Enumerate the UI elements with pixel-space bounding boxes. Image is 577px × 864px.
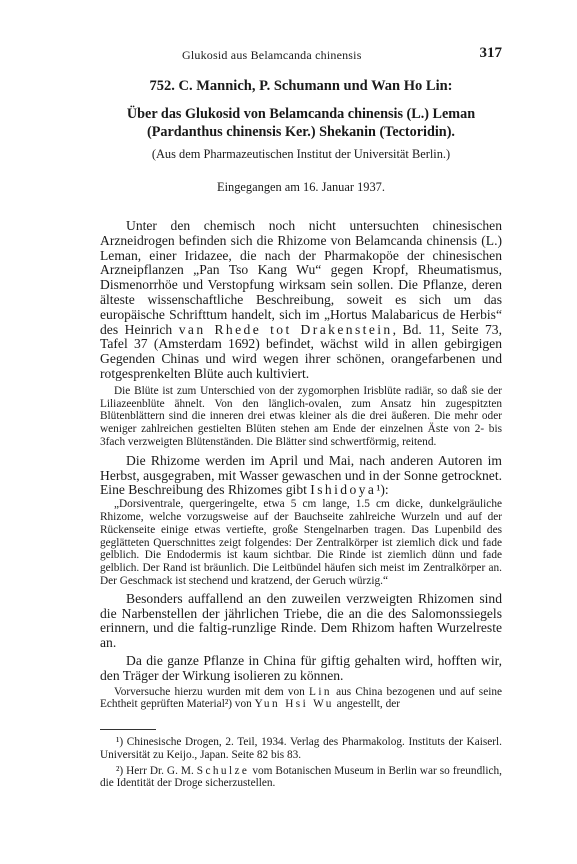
paragraph-7-text-a: Vorversuche hierzu wurden mit dem von <box>114 685 305 698</box>
footnote-2 <box>100 765 502 791</box>
running-title: Glukosid aus Belamcanda chinensis <box>182 48 362 62</box>
footnote-2-text-b: vom Botanischen Museum in Berlin war so freundlich, die Identität der Droge sicherzustellen. <box>100 764 502 790</box>
author-name-yun-hsi-wu: Yun Hsi Wu <box>254 698 334 711</box>
paragraph-5: Besonders auffallend an den zuweilen verzweigten Rhizomen sind die Narbenstellen der jährlichen Triebe, die an die des Salomonssiegels erinnern, und die faltig-runzlige Rinde. Dem Rhizom haften Wurzelreste an. <box>100 590 502 651</box>
paragraph-7-small <box>100 686 502 712</box>
article-title <box>100 105 502 141</box>
article-title-line2: (Pardanthus chinensis Ker.) Shekanin (Tectoridin). <box>147 124 455 140</box>
page-header <box>100 45 502 68</box>
footnote-divider <box>100 729 156 730</box>
quotation-rhizome-description: „Dorsiventrale, quergeringelte, etwa 5 cm lange, 1.5 cm dicke, dunkelgräuliche Rhizome, welche vorzugsweise auf der Bauchseite zahlreiche Wurzeln und auf der Rückenseite einige etwas vertiefte, große Stengelnarben tragen. Das Lupenbild des geglätteten Querschnittes zeigt folgendes: Der Zentralkörper ist ziemlich dick und fade gelblich. Die Endodermis ist kaum sichtbar. Die Rinde ist ziemlich dünn und fade gelblich. Der Rand ist bräunlich. Die Leitbündel häufen sich meist im Zentralkörper an. Der Geschmack ist stechend und kratzend, der Geruch würzig.“ <box>100 498 502 587</box>
author-name-lin: Lin <box>309 685 332 698</box>
page <box>100 45 503 790</box>
article-title-line1: Über das Glukosid von Belamcanda chinensis (L.) Leman <box>126 106 476 122</box>
article-number-authors: 752. C. Mannich, P. Schumann und Wan Ho Lin: <box>149 78 453 94</box>
paragraph-1 <box>100 219 502 382</box>
footnote-1: ¹) Chinesische Drogen, 2. Teil, 1934. Verlag des Pharmakolog. Instituts der Kaiserl. Universität zu Keijo., Japan. Seite 82 bis 83. <box>100 736 502 761</box>
paragraph-1-text: Unter den chemisch noch nicht untersuchten chinesischen Arzneidrogen befinden sich die Rhizome von Belamcanda chinensis (L.) Leman, einer Iridazee, die nach der Pharmakopöe der chinesischen Arzneipflanzen „Pan Tso Kang Wu“ gegen Kropf, Rheumatismus, Dismenorrhöe und Verstopfung wirksam sein sollen. Die Pflanze, deren älteste wissenschaftliche Beschreibung, soweit es sich um das europäische Schrifttum handelt, sich im „Hortus Malabaricus de Herbis“ des Heinrich <box>100 218 502 337</box>
author-name-spaced: van Rhede tot Drakenstein <box>178 321 393 337</box>
paragraph-2-small: Die Blüte ist zum Unterschied von der zygomorphen Irisblüte radiär, so daß sie der Liliazeenblüte ähnelt. Von den länglich-ovalen, zum Ansatz hin zugespitzten Blütenblättern sind die inneren drei etwas kleiner als die drei äußeren. Die mehr oder weniger zahlreichen gestielten Blüten stehen am Ende der einzelnen Äste von 2- bis 3fach verzweigten Blütenständen. Die Blätter sind schwertförmig, reitend. <box>100 384 502 448</box>
paragraph-3 <box>100 454 502 498</box>
paragraph-7-text-b: aus China bezogenen und auf seine Echtheit geprüften Material²) von <box>100 685 503 711</box>
author-name-ishidoya: Ishidoya <box>310 482 377 498</box>
page-number: 317 <box>479 45 502 61</box>
footnote-ref-1: ¹): <box>376 482 389 498</box>
footnote-2-name: Schulze <box>196 764 250 777</box>
footnote-2-text-a: ²) Herr Dr. G. M. <box>116 764 194 777</box>
paragraph-6: Da die ganze Pflanze in China für giftig gehalten wird, hofften wir, den Träger der Wirkung isolieren zu können. <box>100 652 502 683</box>
received-date: Eingegangen am 16. Januar 1937. <box>217 180 385 194</box>
paragraph-3-text: Die Rhizome werden im April und Mai, nach anderen Autoren im Herbst, ausgegraben, mit Wasser gewaschen und in der Sonne getrocknet. Eine Beschreibung des Rhizomes gibt <box>100 452 502 498</box>
paragraph-7-text-c: angestellt, der <box>336 698 400 711</box>
paragraph-1-end: , Bd. 11, Seite 73, Tafel 37 (Amsterdam 1692) befindet, wächst wild in allen gebirgigen Gegenden Chinas und wird wegen ihrer schönen, orangefarbenen und rotgesprenkelten Blüte auch kultiviert. <box>100 321 503 381</box>
institute-affiliation: (Aus dem Pharmazeutischen Institut der Universität Berlin.) <box>151 147 451 161</box>
